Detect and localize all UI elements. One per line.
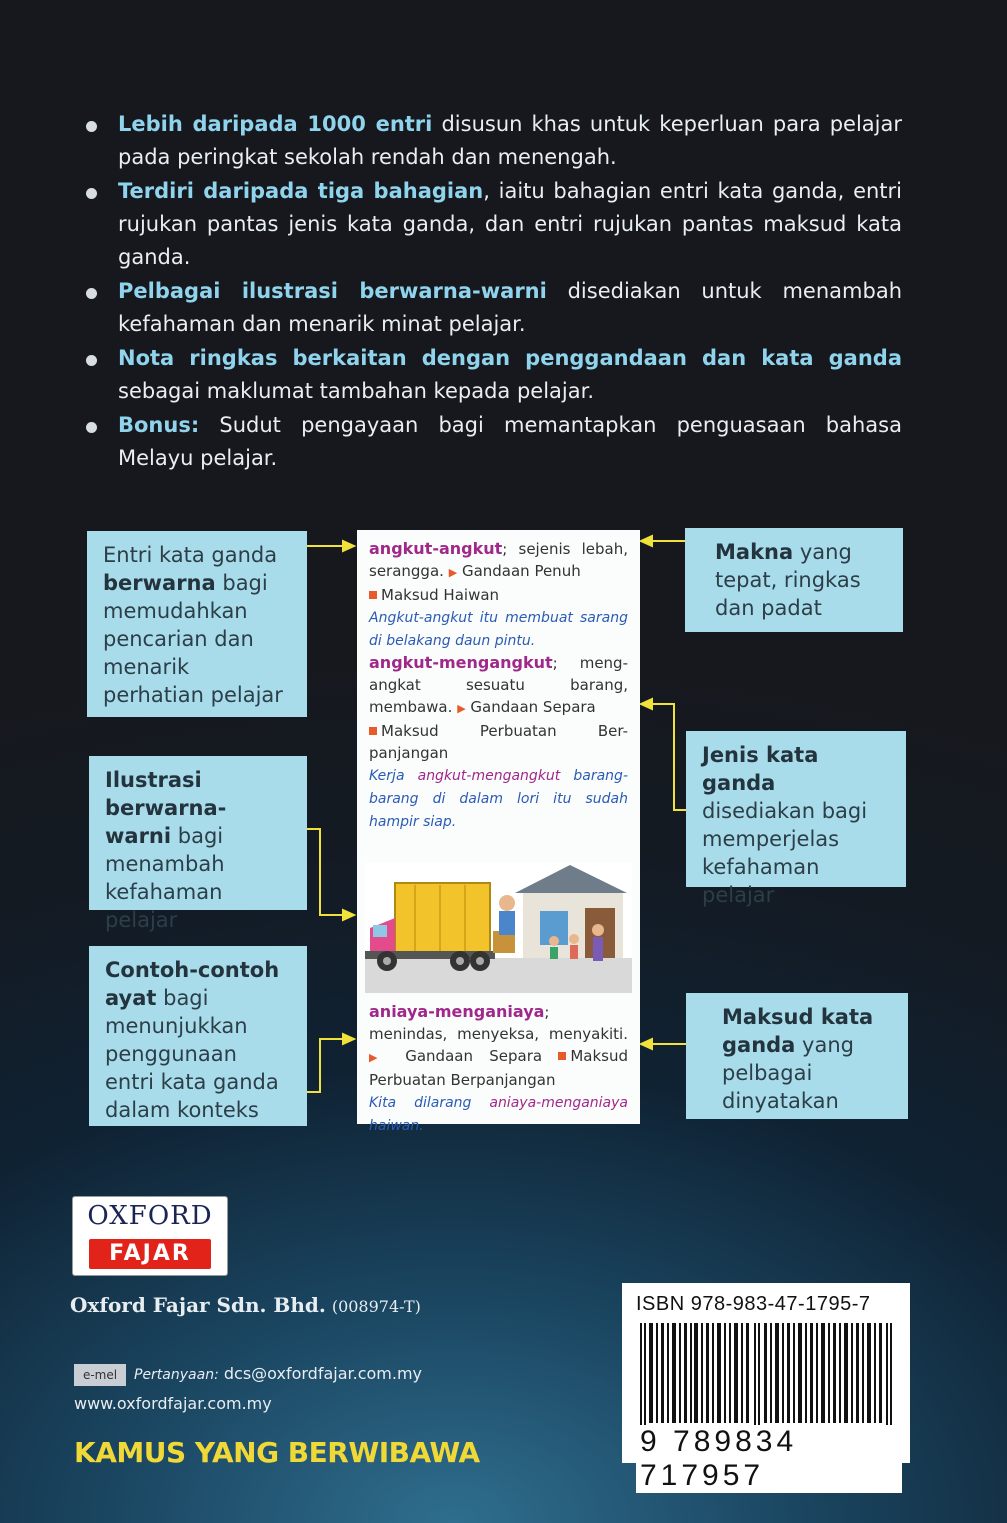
publisher-title: Oxford Fajar Sdn. Bhd. bbox=[70, 1293, 326, 1317]
email-icon: e-mel bbox=[74, 1364, 126, 1386]
callout-text: bagi menunjukkan penggunaan entri kata ganda dalam konteks bbox=[105, 986, 279, 1122]
publisher-reg: (008974-T) bbox=[331, 1297, 421, 1316]
illustration-moving-truck bbox=[365, 863, 632, 993]
callout-bold: Jenis kata ganda bbox=[702, 743, 819, 795]
callout-text: Entri kata ganda bbox=[103, 543, 278, 567]
isbn-label: ISBN 978-983-47-1795-7 bbox=[636, 1293, 871, 1315]
callout-text: bagi memudahkan pencarian dan menarik perhatian pelajar bbox=[103, 571, 283, 707]
definition: ; sejenis lebah, serangga. bbox=[369, 540, 628, 580]
oxford-fajar-logo bbox=[72, 1196, 228, 1276]
barcode-icon bbox=[636, 1323, 898, 1433]
definition: ; menindas, menyeksa, menyakiti. bbox=[369, 1003, 628, 1043]
isbn-digits: 9 789834 717957 bbox=[636, 1425, 902, 1493]
isbn-barcode-box bbox=[622, 1283, 910, 1492]
triangle-icon: ▶ bbox=[457, 702, 466, 715]
square-icon bbox=[369, 591, 377, 599]
example-pre: Kerja bbox=[369, 768, 418, 784]
callout-text: disediakan bagi memperjelas kefahaman pelajar bbox=[702, 799, 868, 907]
example-pre: Kita dilarang bbox=[369, 1095, 490, 1111]
example-sentence bbox=[369, 768, 628, 830]
sample-dictionary-page bbox=[357, 530, 640, 1134]
ganda-type: Gandaan Penuh bbox=[457, 562, 581, 580]
callout-bold: Makna bbox=[715, 540, 794, 564]
publisher-name bbox=[70, 1293, 421, 1317]
callout-text: bagi menambah kefahaman pelajar bbox=[105, 824, 225, 932]
meaning-type: Maksud Haiwan bbox=[381, 586, 500, 604]
headword: angkut-angkut bbox=[369, 539, 503, 558]
definition: ; meng-angkat sesuatu barang, membawa. bbox=[369, 654, 628, 716]
entry-angkut-mengangkut bbox=[369, 652, 628, 833]
truck-illustration bbox=[365, 863, 632, 993]
bullet-bold: Terdiri daripada tiga bahagian bbox=[118, 179, 484, 203]
example-sentence: Angkut-angkut itu membuat sarang di belakang daun pintu. bbox=[369, 610, 628, 649]
headword: angkut-mengangkut bbox=[369, 653, 553, 672]
square-icon bbox=[369, 727, 377, 735]
square-icon bbox=[558, 1052, 566, 1060]
callout-bold: Maksud kata ganda bbox=[722, 1005, 874, 1057]
example-post: barang-barang di dalam lori itu sudah hampir siap. bbox=[369, 768, 628, 830]
slogan: KAMUS YANG BERWIBAWA bbox=[74, 1436, 480, 1469]
bullet-text: Sudut pengayaan bagi memantapkan penguasaan bahasa Melayu pelajar. bbox=[118, 413, 902, 470]
callout-text: yang tepat, ringkas dan padat bbox=[715, 540, 861, 620]
email-address[interactable]: dcs@oxfordfajar.com.my bbox=[223, 1364, 423, 1383]
callout-bold: Contoh-contoh ayat bbox=[105, 958, 280, 1010]
entry-angkut-angkut bbox=[369, 538, 628, 652]
callout-text: yang pelbagai dinyatakan bbox=[722, 1033, 854, 1113]
meaning-type: Maksud Perbuatan Ber-panjangan bbox=[369, 722, 628, 762]
logo-oxford-text: OXFORD bbox=[87, 1201, 213, 1231]
bullet-text: sebagai maklumat tambahan kepada pelajar. bbox=[118, 379, 594, 403]
example-em: aniaya-menganiaya bbox=[489, 1095, 628, 1111]
callout-bold: berwarna bbox=[103, 571, 216, 595]
bullet-bold: Pelbagai ilustrasi berwarna-warni bbox=[118, 279, 547, 303]
logo-fajar-text: FAJAR bbox=[89, 1239, 211, 1269]
example-post: haiwan. bbox=[369, 1118, 424, 1134]
ganda-type: Gandaan Separa bbox=[465, 698, 596, 716]
bullet-text: disusun khas untuk keperluan para pelajar pada peringkat sekolah rendah dan menengah. bbox=[118, 112, 902, 169]
triangle-icon: ▶ bbox=[369, 1051, 389, 1064]
callout-bold: Ilustrasi berwarna-warni bbox=[105, 768, 227, 848]
entry-aniaya-menganiaya bbox=[369, 1001, 628, 1137]
headword: aniaya-menganiaya bbox=[369, 1002, 545, 1021]
ganda-type: Gandaan Separa bbox=[388, 1047, 543, 1065]
example-em: angkut-mengangkut bbox=[417, 768, 561, 784]
website-link[interactable]: www.oxfordfajar.com.my bbox=[74, 1394, 272, 1413]
email-label: Pertanyaan: bbox=[134, 1367, 219, 1383]
bullet-text: disediakan untuk menambah kefahaman dan menarik minat pelajar. bbox=[118, 279, 902, 336]
bullet-bold: Lebih daripada 1000 entri bbox=[118, 112, 433, 136]
triangle-icon: ▶ bbox=[448, 566, 458, 579]
example-sentence bbox=[369, 1095, 628, 1134]
bullet-bold: Nota ringkas berkaitan dengan penggandaan dan kata ganda bbox=[118, 346, 902, 370]
meaning-type: Maksud Perbuatan Berpanjangan bbox=[369, 1047, 628, 1089]
email-line bbox=[134, 1364, 422, 1383]
bullet-text: , iaitu bahagian entri kata ganda, entri rujukan pantas jenis kata ganda, dan entri rujukan pantas maksud kata ganda. bbox=[118, 179, 902, 269]
bullet-bold: Bonus: bbox=[118, 413, 200, 437]
